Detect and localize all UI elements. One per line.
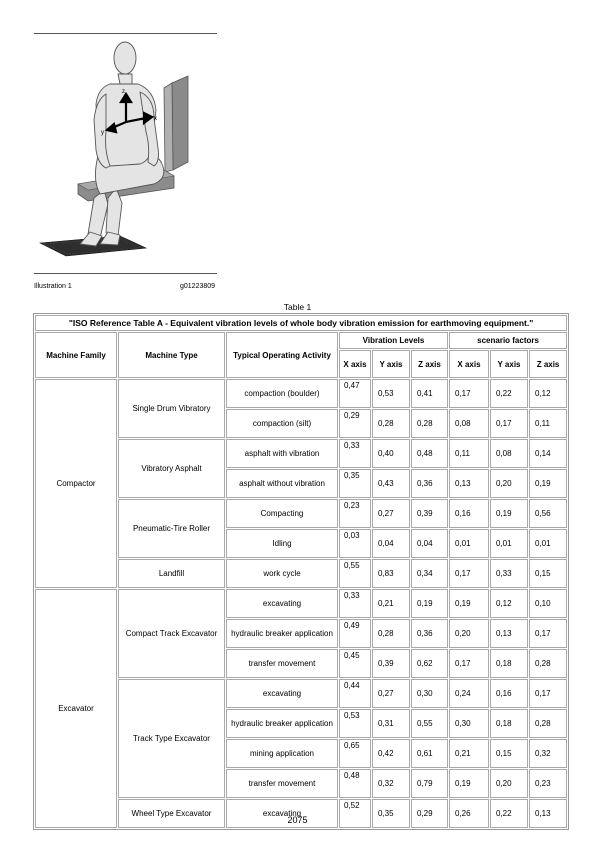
scenario-z-cell: 0,32 <box>529 739 567 768</box>
scenario-x-cell: 0,26 <box>449 799 489 828</box>
vibration-y-cell: 0,28 <box>372 619 410 648</box>
vibration-x-cell: 0,52 <box>339 799 371 828</box>
scenario-z-cell: 0,12 <box>529 379 567 408</box>
vibration-y-cell: 0,21 <box>372 589 410 618</box>
vibration-z-cell: 0,41 <box>411 379 448 408</box>
scenario-y-cell: 0,19 <box>490 499 528 528</box>
vibration-x-cell: 0,35 <box>339 469 371 498</box>
scenario-z-cell: 0,10 <box>529 589 567 618</box>
scenario-y-cell: 0,16 <box>490 679 528 708</box>
activity-cell: asphalt without vibration <box>226 469 338 498</box>
machine-type-cell: Compact Track Excavator <box>118 589 225 678</box>
scenario-x-cell: 0,24 <box>449 679 489 708</box>
vibration-z-cell: 0,79 <box>411 769 448 798</box>
scenario-y-cell: 0,15 <box>490 739 528 768</box>
vibration-z-cell: 0,61 <box>411 739 448 768</box>
scenario-x-cell: 0,17 <box>449 649 489 678</box>
activity-cell: Compacting <box>226 499 338 528</box>
vibration-y-cell: 0,39 <box>372 649 410 678</box>
vibration-y-cell: 0,31 <box>372 709 410 738</box>
header-activity: Typical Operating Activity <box>226 332 338 378</box>
vibration-y-cell: 0,43 <box>372 469 410 498</box>
scenario-x-cell: 0,21 <box>449 739 489 768</box>
scenario-z-cell: 0,15 <box>529 559 567 588</box>
scenario-z-cell: 0,23 <box>529 769 567 798</box>
vibration-x-cell: 0,55 <box>339 559 371 588</box>
vibration-y-cell: 0,53 <box>372 379 410 408</box>
vibration-x-cell: 0,29 <box>339 409 371 438</box>
vibration-y-cell: 0,32 <box>372 769 410 798</box>
scenario-x-cell: 0,01 <box>449 529 489 558</box>
illustration-label: Illustration 1 <box>34 283 72 290</box>
scenario-y-cell: 0,08 <box>490 439 528 468</box>
vibration-x-cell: 0,48 <box>339 769 371 798</box>
vibration-y-cell: 0,04 <box>372 529 410 558</box>
scenario-y-cell: 0,20 <box>490 769 528 798</box>
scenario-y-cell: 0,12 <box>490 589 528 618</box>
scenario-z-cell: 0,13 <box>529 799 567 828</box>
scenario-x-cell: 0,17 <box>449 559 489 588</box>
scenario-y-cell: 0,13 <box>490 619 528 648</box>
machine-type-cell: Vibratory Asphalt <box>118 439 225 498</box>
activity-cell: excavating <box>226 589 338 618</box>
scenario-y-cell: 0,20 <box>490 469 528 498</box>
header-sf-y-axis: Y axis <box>490 350 528 378</box>
scenario-z-cell: 0,19 <box>529 469 567 498</box>
activity-cell: excavating <box>226 679 338 708</box>
vibration-x-cell: 0,49 <box>339 619 371 648</box>
scenario-x-cell: 0,11 <box>449 439 489 468</box>
activity-cell: excavating <box>226 799 338 828</box>
table-caption: Table 1 <box>283 302 312 312</box>
machine-type-cell: Landfill <box>118 559 225 588</box>
machine-type-cell: Pneumatic-Tire Roller <box>118 499 225 558</box>
vibration-x-cell: 0,44 <box>339 679 371 708</box>
vibration-x-cell: 0,53 <box>339 709 371 738</box>
vibration-y-cell: 0,27 <box>372 679 410 708</box>
activity-cell: compaction (silt) <box>226 409 338 438</box>
vibration-x-cell: 0,65 <box>339 739 371 768</box>
scenario-x-cell: 0,17 <box>449 379 489 408</box>
scenario-y-cell: 0,17 <box>490 409 528 438</box>
activity-cell: hydraulic breaker application <box>226 709 338 738</box>
header-machine-family: Machine Family <box>35 332 117 378</box>
scenario-y-cell: 0,22 <box>490 799 528 828</box>
activity-cell: Idling <box>226 529 338 558</box>
vibration-y-cell: 0,35 <box>372 799 410 828</box>
illustration-code: g01223809 <box>180 283 216 290</box>
machine-type-cell: Single Drum Vibratory <box>118 379 225 438</box>
svg-text:z: z <box>122 89 125 95</box>
scenario-x-cell: 0,13 <box>449 469 489 498</box>
scenario-z-cell: 0,17 <box>529 679 567 708</box>
scenario-x-cell: 0,08 <box>449 409 489 438</box>
scenario-x-cell: 0,16 <box>449 499 489 528</box>
vibration-z-cell: 0,62 <box>411 649 448 678</box>
machine-type-cell: Track Type Excavator <box>118 679 225 798</box>
page-number: 2075 <box>287 815 308 825</box>
header-vibration-levels: Vibration Levels <box>339 332 448 349</box>
header-vib-y-axis: Y axis <box>372 350 410 378</box>
scenario-z-cell: 0,17 <box>529 619 567 648</box>
activity-cell: hydraulic breaker application <box>226 619 338 648</box>
scenario-y-cell: 0,18 <box>490 709 528 738</box>
vibration-z-cell: 0,04 <box>411 529 448 558</box>
activity-cell: transfer movement <box>226 649 338 678</box>
header-sf-x-axis: X axis <box>449 350 489 378</box>
scenario-x-cell: 0,19 <box>449 769 489 798</box>
scenario-z-cell: 0,56 <box>529 499 567 528</box>
scenario-z-cell: 0,01 <box>529 529 567 558</box>
scenario-z-cell: 0,14 <box>529 439 567 468</box>
scenario-z-cell: 0,28 <box>529 709 567 738</box>
vibration-z-cell: 0,36 <box>411 469 448 498</box>
activity-cell: work cycle <box>226 559 338 588</box>
vibration-y-cell: 0,27 <box>372 499 410 528</box>
vibration-table <box>33 313 569 830</box>
activity-cell: transfer movement <box>226 769 338 798</box>
scenario-y-cell: 0,33 <box>490 559 528 588</box>
scenario-y-cell: 0,22 <box>490 379 528 408</box>
activity-cell: compaction (boulder) <box>226 379 338 408</box>
vibration-x-cell: 0,47 <box>339 379 371 408</box>
scenario-z-cell: 0,28 <box>529 649 567 678</box>
machine-type-cell: Wheel Type Excavator <box>118 799 225 828</box>
activity-cell: asphalt with vibration <box>226 439 338 468</box>
vibration-z-cell: 0,48 <box>411 439 448 468</box>
table-row <box>35 589 567 618</box>
bottom-rule <box>34 273 217 274</box>
vibration-z-cell: 0,36 <box>411 619 448 648</box>
svg-text:x: x <box>154 116 157 122</box>
header-machine-type: Machine Type <box>118 332 225 378</box>
vibration-z-cell: 0,39 <box>411 499 448 528</box>
vibration-z-cell: 0,28 <box>411 409 448 438</box>
table-row <box>35 379 567 408</box>
vibration-z-cell: 0,29 <box>411 799 448 828</box>
scenario-y-cell: 0,18 <box>490 649 528 678</box>
table-body <box>35 379 567 828</box>
vibration-y-cell: 0,83 <box>372 559 410 588</box>
vibration-z-cell: 0,30 <box>411 679 448 708</box>
scenario-x-cell: 0,20 <box>449 619 489 648</box>
vibration-x-cell: 0,33 <box>339 439 371 468</box>
header-vib-x-axis: X axis <box>339 350 371 378</box>
svg-text:y: y <box>101 130 104 136</box>
vibration-y-cell: 0,40 <box>372 439 410 468</box>
scenario-x-cell: 0,30 <box>449 709 489 738</box>
vibration-z-cell: 0,19 <box>411 589 448 618</box>
vibration-x-cell: 0,03 <box>339 529 371 558</box>
table-title: "ISO Reference Table A - Equivalent vibration levels of whole body vibration emission for earthmoving equipment." <box>35 315 567 331</box>
vibration-x-cell: 0,33 <box>339 589 371 618</box>
machine-family-cell: Compactor <box>35 379 117 588</box>
scenario-z-cell: 0,11 <box>529 409 567 438</box>
vibration-y-cell: 0,28 <box>372 409 410 438</box>
vibration-x-cell: 0,23 <box>339 499 371 528</box>
vibration-z-cell: 0,55 <box>411 709 448 738</box>
top-rule <box>34 33 217 34</box>
scenario-y-cell: 0,01 <box>490 529 528 558</box>
seated-operator-illustration <box>34 38 217 270</box>
header-scenario-factors: scenario factors <box>449 332 567 349</box>
vibration-x-cell: 0,45 <box>339 649 371 678</box>
activity-cell: mining application <box>226 739 338 768</box>
header-sf-z-axis: Z axis <box>529 350 567 378</box>
vibration-z-cell: 0,34 <box>411 559 448 588</box>
header-vib-z-axis: Z axis <box>411 350 448 378</box>
scenario-x-cell: 0,19 <box>449 589 489 618</box>
vibration-y-cell: 0,42 <box>372 739 410 768</box>
machine-family-cell: Excavator <box>35 589 117 828</box>
